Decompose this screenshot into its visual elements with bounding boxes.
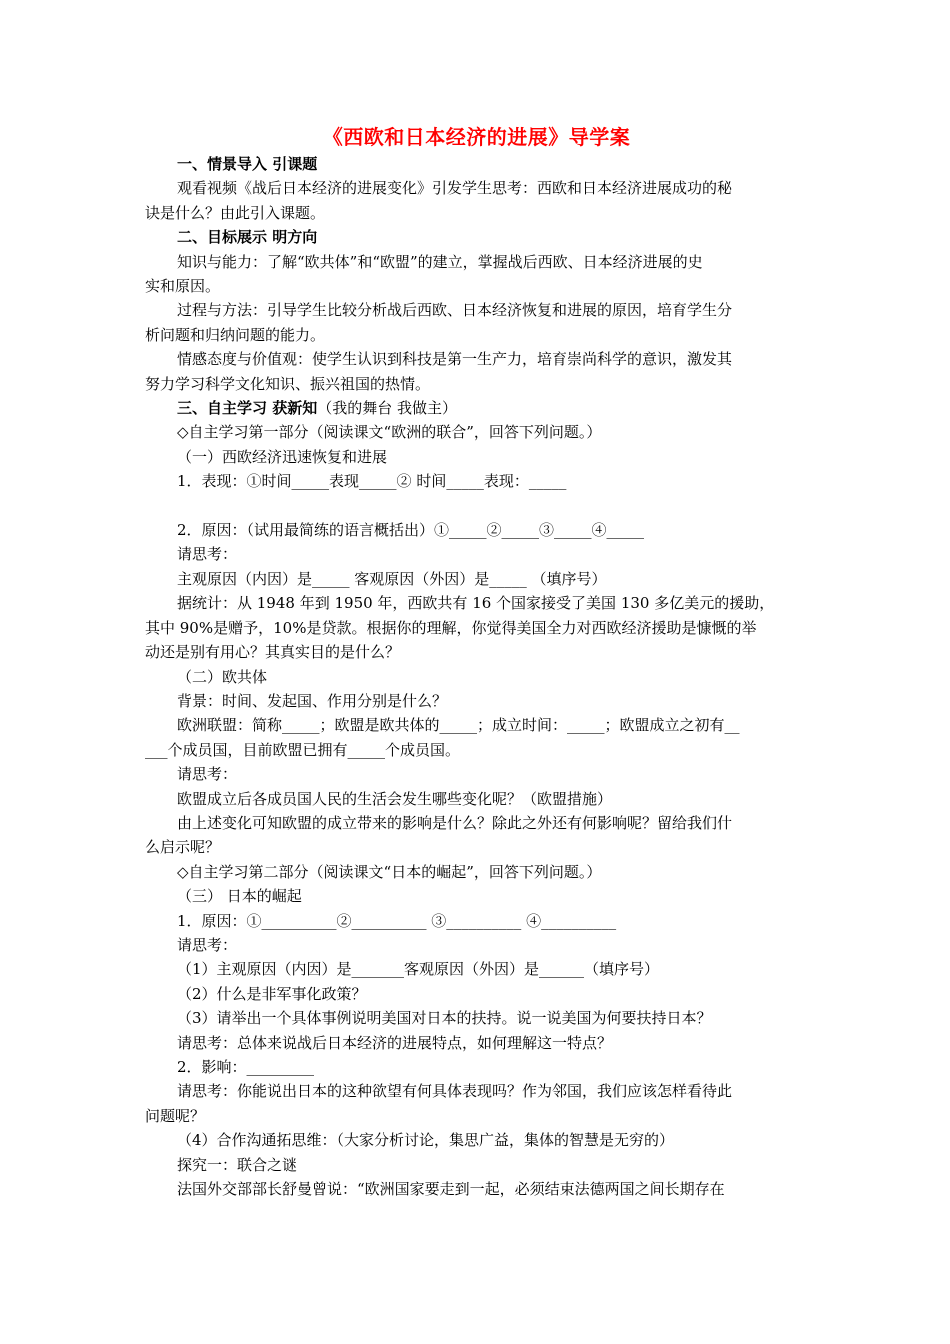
text-line: 2．影响：_________ [177, 1058, 315, 1077]
text-line: 请思考：总体来说战后日本经济的进展特点，如何理解这一特点？ [177, 1033, 613, 1052]
text-line: 欧盟成立后各成员国人民的生活会发生哪些变化呢？（欧盟措施） [177, 789, 613, 808]
text-line: 背景：时间、发起国、作用分别是什么？ [177, 691, 448, 710]
text-line: 法国外交部部长舒曼曾说：“欧洲国家要走到一起，必须结束法德两国之间长期存在 [177, 1180, 725, 1199]
section-heading [145, 225, 808, 249]
text-line: 观看视频《战后日本经济的进展变化》引发学生思考：西欧和日本经济进展成功的秘 [177, 179, 733, 198]
text-line: ◇自主学习第一部分（阅读课文“欧洲的联合”，回答下列问题。） [177, 423, 602, 442]
section-heading [145, 396, 808, 420]
text-line: 请思考： [177, 765, 238, 784]
text-line: 其中 90%是赠予，10%是贷款。根据你的理解，你觉得美国全力对西欧经济援助是慷慨的举 [145, 618, 757, 637]
text-line: （4）合作沟通拓思维：（大家分析讨论，集思广益，集体的智慧是无穷的） [177, 1131, 675, 1150]
text-line: 请思考： [177, 545, 238, 564]
text-line: （2）什么是非军事化政策？ [177, 984, 367, 1003]
text-line: （3）请举出一个具体事例说明美国对日本的扶持。说一说美国为何要扶持日本？ [177, 1009, 712, 1028]
text-line: （二）欧共体 [177, 667, 268, 686]
text-line: 2．原因：（试用最简练的语言概括出）①_____②_____③_____④_____ [177, 521, 645, 540]
text-line [145, 494, 808, 518]
heading-suffix: （我的舞台 我做主） [317, 399, 458, 418]
text-line: 诀是什么？由此引入课题。 [145, 203, 326, 222]
text-line: 实和原因。 [145, 277, 221, 296]
document-page [145, 122, 808, 1201]
text-line: 么启示呢？ [145, 838, 221, 857]
text-line: 知识与能力：了解“欧共体”和“欧盟”的建立，掌握战后西欧、日本经济进展的史 [177, 252, 703, 271]
text-line: 1．表现：①时间_____表现_____② 时间_____表现：_____ [177, 472, 567, 491]
text-line: 析问题和归纳问题的能力。 [145, 325, 326, 344]
text-line: ◇自主学习第二部分（阅读课文“日本的崛起”，回答下列问题。） [177, 862, 602, 881]
text-line: 由上述变化可知欧盟的成立带来的影响是什么？除此之外还有何影响呢？留给我们什 [177, 813, 733, 832]
text-line: （三） 日本的崛起 [177, 887, 302, 906]
text-line: 探究一：联合之谜 [177, 1155, 298, 1174]
document-body [145, 152, 808, 1201]
text-line: 过程与方法：引导学生比较分析战后西欧、日本经济恢复和进展的原因，培育学生分 [177, 301, 733, 320]
document-title: 《西欧和日本经济的进展》导学案 [322, 125, 631, 149]
heading-text: 三、自主学习 获新知 [177, 399, 318, 418]
text-line: （1）主观原因（内因）是_______客观原因（外因）是______（填序号） [177, 960, 660, 979]
text-line: 请思考： [177, 935, 238, 954]
heading-text: 二、目标展示 明方向 [177, 228, 318, 247]
text-line: 欧洲联盟：简称_____；欧盟是欧共体的_____；成立时间：_____；欧盟成立之初有__ [177, 716, 740, 735]
section-heading [145, 152, 808, 176]
text-line: 动还是别有用心？其真实目的是什么？ [145, 643, 401, 662]
text-line: 努力学习科学文化知识、振兴祖国的热情。 [145, 374, 431, 393]
text-line: 请思考：你能说出日本的这种欲望有何具体表现吗？作为邻国，我们应该怎样看待此 [177, 1082, 733, 1101]
text-line: 问题呢？ [145, 1106, 206, 1125]
text-line: （一）西欧经济迅速恢复和进展 [177, 447, 388, 466]
text-line: 据统计：从 1948 年到 1950 年，西欧共有 16 个国家接受了美国 130 多亿美元的援助， [177, 594, 775, 613]
text-line: ___个成员国，目前欧盟已拥有_____个成员国。 [145, 740, 461, 759]
text-line: 情感态度与价值观：使学生认识到科技是第一生产力，培育崇尚科学的意识，激发其 [177, 350, 733, 369]
text-line: 主观原因（内因）是_____ 客观原因（外因）是_____ （填序号） [177, 569, 607, 588]
text-line: 1．原因：①__________②__________ ③__________ ④__________ [177, 911, 617, 930]
heading-text: 一、情景导入 引课题 [177, 155, 318, 173]
